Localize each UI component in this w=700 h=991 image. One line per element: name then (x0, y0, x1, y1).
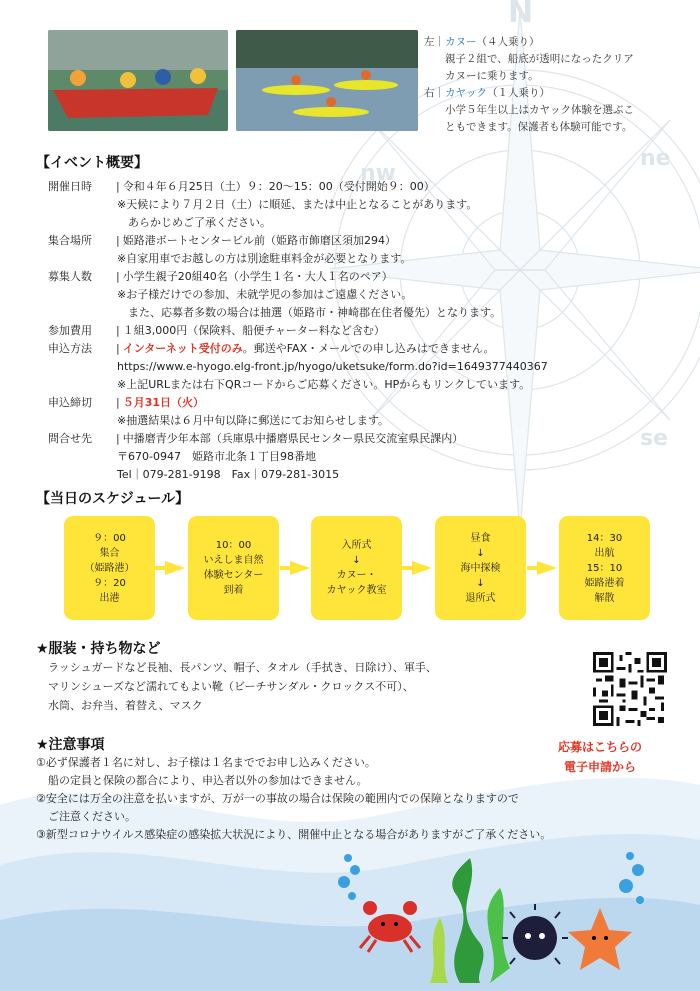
compass-se-letter: se (640, 426, 669, 451)
caption-right-text-1: 小学５年生以上はカヤック体験を選ぶこ (445, 104, 634, 116)
fee-value: １組3,000円（保険料、船便チャーター料など含む） (122, 324, 385, 337)
caption-right-detail: （１人乗り） (487, 87, 550, 99)
place-value: 姫路港ボートセンタービル前（姫路市飾磨区須加294） (122, 234, 396, 247)
fee-row: 参加費用 | １組3,000円（保険料、船便チャーター料など含む） (48, 322, 385, 340)
date-value: 令和４年６月25日（土）９：20～15：00（受付開始９：00） (122, 180, 435, 193)
contact-row: 問合せ先 | 中播磨青少年本部（兵庫県中播磨県民センター県民交流室県民課内） (48, 430, 463, 448)
contact-address: 〒670-0947 姫路市北条１丁目98番地 (117, 450, 316, 463)
caption-left-text-1: 親子２組で、船底が透明になったクリア (445, 53, 634, 65)
compass-ne-letter: ne (640, 146, 671, 171)
caption-right-heading (424, 85, 689, 102)
note-1-line-2: 船の定員と保険の都合により、申込者以外の参加はできません。 (48, 774, 368, 787)
bubbles-icon (338, 852, 644, 904)
method-label: 申込方法 (48, 342, 92, 355)
note-2-line-2: ご注意ください。 (48, 810, 136, 823)
overview-title: 【イベント概要】 (36, 155, 148, 171)
deadline-value: ５月31日（火） (122, 396, 205, 409)
people-label: 募集人数 (48, 270, 92, 283)
apply-qr-caption (545, 737, 655, 777)
schedule-step-2: 10：00 いえしま自然 体験センター 到着 (188, 516, 279, 620)
caption-left-prefix: 左｜ (424, 36, 445, 48)
notes-title: ★注意事項 (36, 737, 105, 753)
date-label: 開催日時 (48, 180, 92, 193)
sea-urchin-icon (502, 904, 568, 964)
caption-right-text-2: ともできます。保護者も体験可能です。 (445, 121, 633, 133)
contact-value: 中播磨青少年本部（兵庫県中播磨県民センター県民交流室県民課内） (122, 432, 464, 445)
apply-qr-line-1: 応募はこちらの (557, 740, 642, 754)
people-value: 小学生親子20組40名（小学生１名・大人１名のペア） (122, 270, 393, 283)
place-row: 集合場所 | 姫路港ボートセンタービル前（姫路市飾磨区須加294） (48, 232, 396, 250)
caption-right-prefix: 右｜ (424, 87, 445, 99)
canoe-photo (48, 30, 228, 131)
schedule-step-1: ９：00 集合 （姫路港） ９：20 出港 (64, 516, 155, 620)
compass-nw-letter: nw (360, 161, 396, 186)
place-note: ※自家用車でお越しの方は別途駐車料金が必要となります。 (117, 252, 412, 265)
fee-label: 参加費用 (48, 324, 92, 337)
deadline-note: ※抽選結果は６月中旬以降に郵送にてお知らせします。 (117, 414, 390, 427)
qr-code[interactable] (593, 652, 667, 726)
starfish-icon (568, 908, 632, 970)
date-row: 開催日時 | 令和４年６月25日（土）９：20～15：00（受付開始９：00） (48, 178, 435, 196)
people-row: 募集人数 | 小学生親子20組40名（小学生１名・大人１名のペア） (48, 268, 393, 286)
flow-arrow-3 (412, 561, 432, 575)
seaweed-icon (430, 858, 510, 983)
deadline-label: 申込締切 (48, 396, 92, 409)
note-2-line-1: ②安全には万全の注意を払いますが、万が一の事故の場合は保険の範囲内での保障となりますので (36, 792, 519, 805)
belongings-line-2: マリンシューズなど濡れてもよい靴（ビーチサンダル・クロックス不可）、 (48, 680, 414, 693)
kayak-photo (236, 30, 418, 131)
note-3: ③新型コロナウイルス感染症の感染拡大状況により、開催中止となる場合がありますがご了承ください。 (36, 828, 552, 841)
contact-label: 問合せ先 (48, 432, 92, 445)
schedule-step-4: 昼食 ↓ 海中探検 ↓ 退所式 (435, 516, 526, 620)
people-note-2: また、応募者多数の場合は抽選（姫路市・神崎郡在住者優先）となります。 (128, 306, 502, 319)
crab-icon (360, 901, 420, 952)
caption-left-name: カヌー (445, 36, 477, 48)
sea-creatures-illustration (330, 848, 660, 988)
compass-n-letter: N (508, 0, 534, 30)
photo-caption (424, 34, 689, 136)
caption-left-heading (424, 34, 689, 51)
method-row: 申込方法 | インターネット受付のみ。郵送やFAX・メールでの申し込みはできません。 (48, 340, 495, 358)
date-note-2: あらかじめご了承ください。 (128, 216, 271, 229)
belongings-line-1: ラッシュガードなど長袖、長パンツ、帽子、タオル（手拭き、日除け）、軍手、 (48, 661, 437, 674)
schedule-title: 【当日のスケジュール】 (36, 491, 190, 507)
belongings-line-3: 水筒、お弁当、着替え、マスク (48, 699, 203, 712)
contact-tel: Tel｜079-281-9198 Fax｜079-281-3015 (117, 468, 340, 481)
belongings-title: ★服装・持ち物など (36, 641, 161, 657)
note-1-line-1: ①必ず保護者１名に対し、お子様は１名まででお申し込みください。 (36, 756, 376, 769)
flow-arrow-2 (290, 561, 310, 575)
caption-left-text-2: カヌーに乗ります。 (445, 70, 539, 82)
caption-right-name: カヤック (445, 87, 487, 99)
place-label: 集合場所 (48, 234, 92, 247)
date-note-1: ※天候により７月２日（土）に順延、または中止となることがあります。 (117, 198, 478, 211)
caption-left-detail: （４人乗り） (476, 36, 540, 48)
deadline-row: 申込締切 | ５月31日（火） (48, 394, 204, 412)
method-note: ※上記URLまたは右下QRコードからご応募ください。HPからもリンクしています。 (117, 378, 531, 391)
flow-arrow-4 (537, 561, 557, 575)
apply-qr-line-2: 電子申請から (563, 760, 636, 774)
method-internet-only: インターネット受付のみ (122, 342, 243, 355)
schedule-step-3: 入所式 ↓ カヌー・ カヤック教室 (311, 516, 402, 620)
method-rest: 。郵送やFAX・メールでの申し込みはできません。 (242, 342, 495, 355)
flow-arrow-1 (165, 561, 185, 575)
people-note-1: ※お子様だけでの参加、未就学児の参加はご遠慮ください。 (117, 288, 413, 301)
schedule-step-5: 14：30 出航 15：10 姫路港着 解散 (559, 516, 650, 620)
application-url-link[interactable]: https://www.e-hyogo.elg-front.jp/hyogo/uketsuke/form.do?id=1649377440367 (117, 360, 548, 373)
